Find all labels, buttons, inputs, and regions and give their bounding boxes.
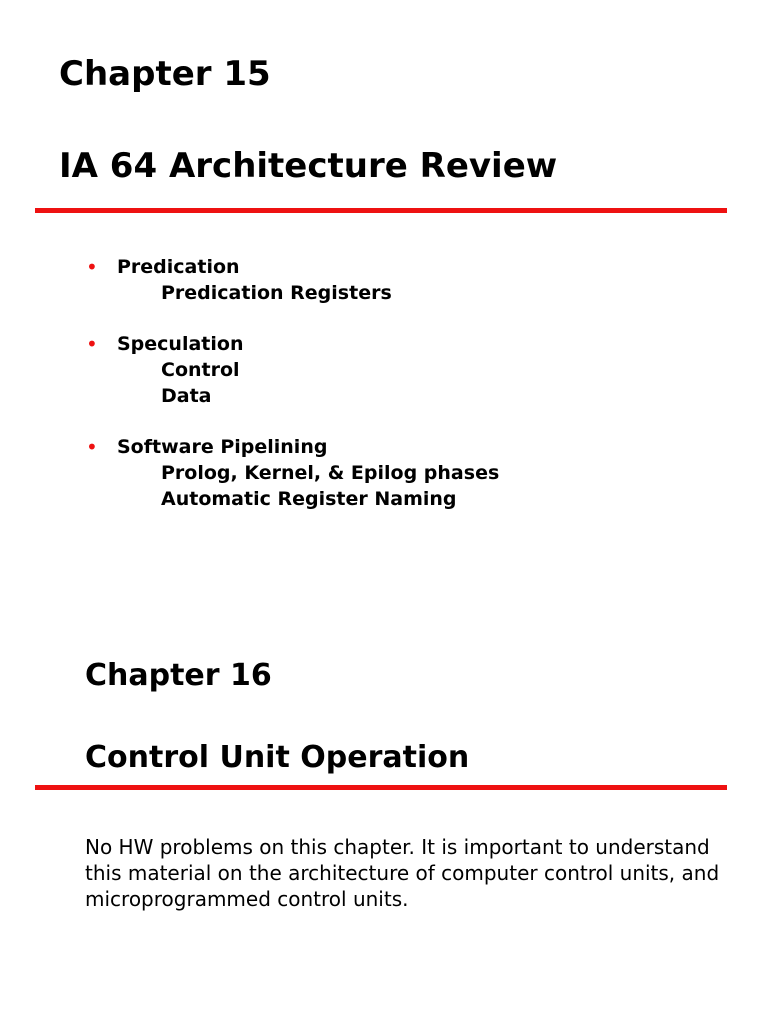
bullet-label: Software Pipelining (117, 436, 328, 458)
bullet-dot-icon: • (86, 332, 98, 356)
bullet-predication (86, 254, 499, 306)
sub-item: Prolog, Kernel, & Epilog phases (161, 462, 500, 484)
chapter-16-heading: Chapter 16 (85, 658, 272, 693)
bullet-software-pipelining (86, 434, 499, 512)
sub-item: Automatic Register Naming (161, 488, 457, 510)
section-1-divider (35, 208, 727, 213)
sub-item: Data (161, 385, 212, 407)
bullet-label: Predication (117, 256, 240, 278)
section-2-divider (35, 785, 727, 790)
sub-item: Control (161, 359, 240, 381)
chapter-16-note: No HW problems on this chapter. It is important to understand this material on the architecture of computer control units, and microprogrammed control units. (85, 835, 720, 911)
ia64-review-title: IA 64 Architecture Review (59, 146, 558, 186)
chapter-15-heading: Chapter 15 (59, 54, 271, 94)
bullet-dot-icon: • (86, 435, 98, 459)
topic-list (86, 254, 499, 537)
bullet-label: Speculation (117, 333, 244, 355)
bullet-dot-icon: • (86, 255, 98, 279)
bullet-speculation (86, 331, 499, 409)
control-unit-title: Control Unit Operation (85, 740, 470, 775)
sub-item: Predication Registers (161, 282, 392, 304)
